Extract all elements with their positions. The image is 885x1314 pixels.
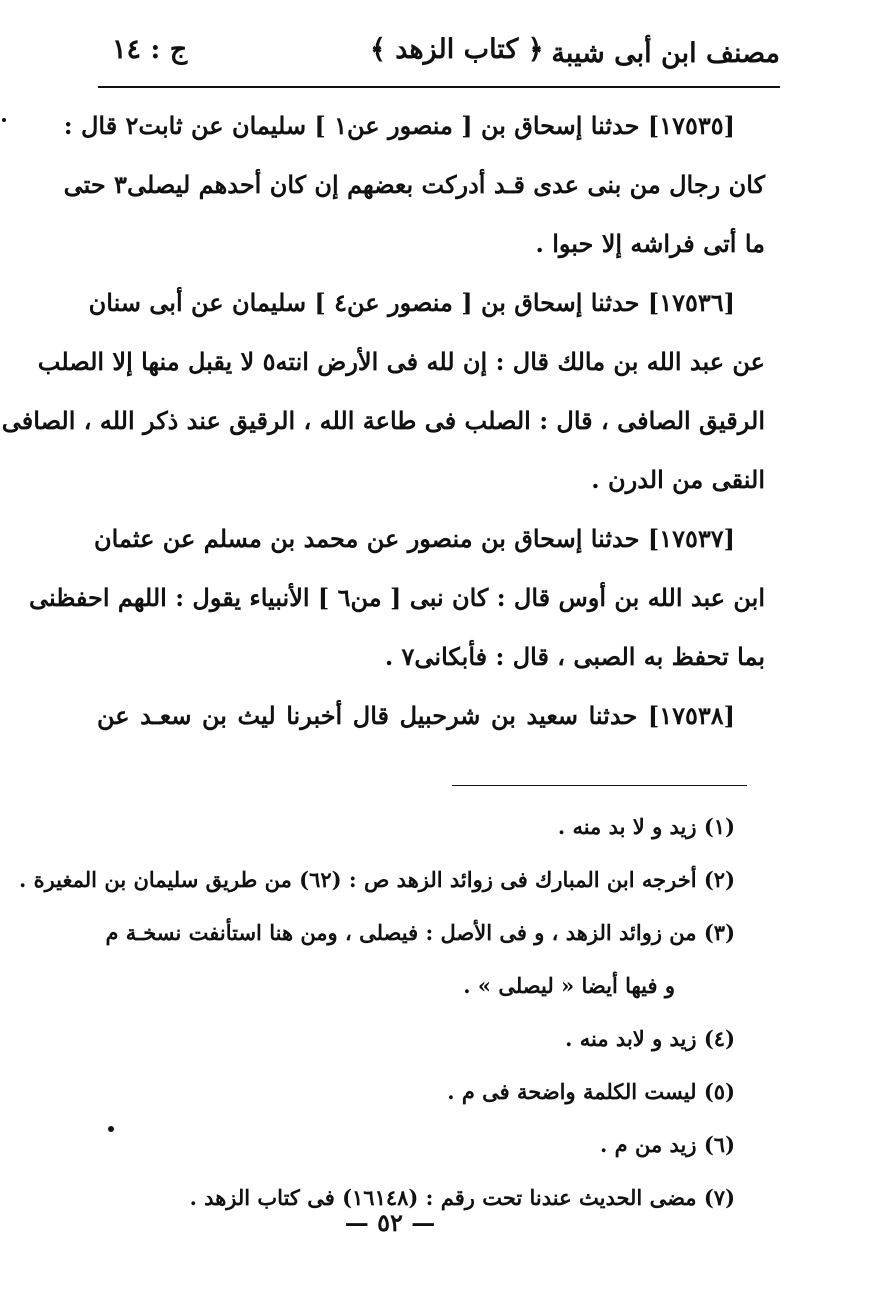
footnote: (٤) زيد و لابد منه . bbox=[565, 1026, 735, 1051]
footnote: (٢) أخرجه ابن المبارك فى زوائد الزهد ص : (٦٢) من طريق سليمان بن المغيرة . bbox=[18, 867, 735, 892]
text-line: ما أتى فراشه إلا حبوا . bbox=[535, 229, 765, 258]
running-header bbox=[100, 30, 780, 80]
footnotes bbox=[18, 800, 735, 1224]
text-line: كان رجال من بنى عدى قـد أدركت بعضهم إن كان أحدهم ليصلى٣ حتى bbox=[63, 170, 765, 199]
text-line: [١٧٥٣٨] حدثنا سعيد بن شرحبيل قال أخبرنا ليث بن سعـد عن bbox=[97, 701, 735, 730]
text-line: [١٧٥٣٥] حدثنا إسحاق بن [ منصور عن١ ] سليمان عن ثابت٢ قال : bbox=[63, 111, 735, 140]
scan-speck bbox=[108, 1126, 114, 1132]
chapter-title: ﴿ كتاب الزهد ﴾ bbox=[370, 34, 544, 65]
scan-speck bbox=[2, 118, 6, 122]
footnote-continuation: و فيها أيضا « ليصلى » . bbox=[463, 973, 675, 998]
footnote: (٦) زيد من م . bbox=[600, 1132, 735, 1157]
footnote: (٧) مضى الحديث عندنا تحت رقم : (١٦١٤٨) فى كتاب الزهد . bbox=[189, 1185, 735, 1210]
text-line: [١٧٥٣٦] حدثنا إسحاق بن [ منصور عن٤ ] سليمان عن أبى سنان bbox=[88, 288, 735, 317]
footnote: (١) زيد و لا بد منه . bbox=[557, 814, 735, 839]
volume-number: ج : ١٤ bbox=[112, 34, 188, 65]
text-line: النقى من الدرن . bbox=[591, 465, 765, 494]
header-rule bbox=[98, 86, 780, 88]
text-line: عن عبد الله بن مالك قال : إن لله فى الأرض انته٥ لا يقبل منها إلا الصلب bbox=[37, 347, 765, 376]
footnote: (٣) من زوائد الزهد ، و فى الأصل : فيصلى ، ومن هنا استأنفت نسخـة م bbox=[105, 920, 735, 945]
text-line: الرقيق الصافى ، قال : الصلب فى طاعة الله ، الرقيق عند ذكر الله ، الصافى bbox=[1, 406, 765, 435]
page-number: — ٥٢ — bbox=[344, 1208, 436, 1237]
text-line: ابن عبد الله بن أوس قال : كان نبى [ من٦ ] الأنبياء يقول : اللهم احفظنى bbox=[28, 583, 765, 612]
text-line: [١٧٥٣٧] حدثنا إسحاق بن منصور عن محمد بن مسلم عن عثمان bbox=[94, 524, 735, 553]
footnote: (٥) ليست الكلمة واضحة فى م . bbox=[447, 1079, 735, 1104]
footnote-rule bbox=[452, 785, 747, 786]
text-line: بما تحفظ به الصبى ، قال : فأبكانى٧ . bbox=[384, 642, 765, 671]
main-text bbox=[1, 96, 765, 745]
book-title: مصنف ابن أبى شيبة bbox=[551, 38, 780, 69]
